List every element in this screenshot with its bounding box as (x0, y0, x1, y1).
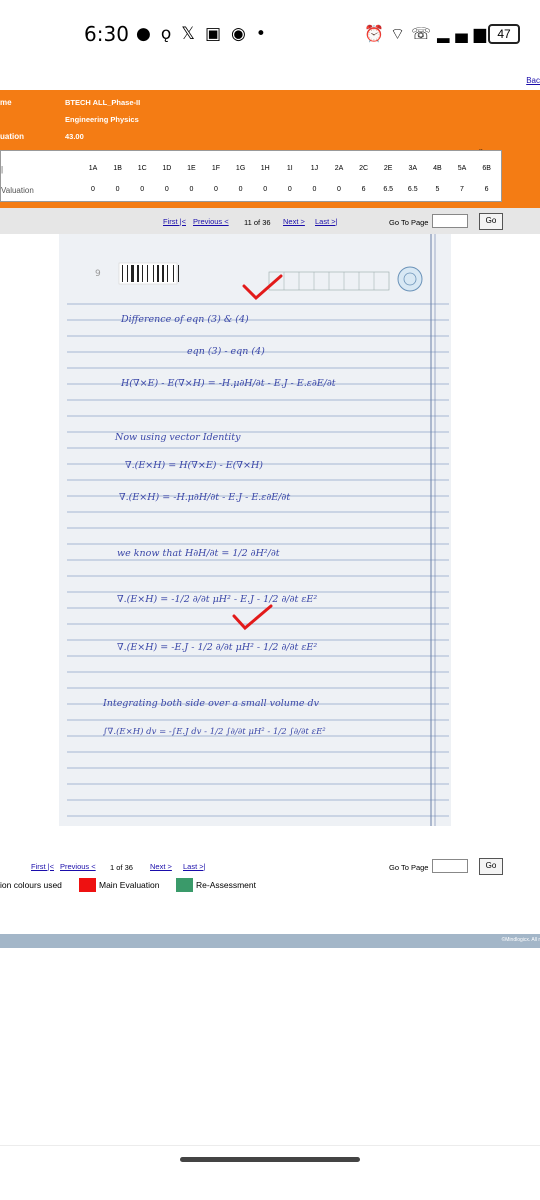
marks-value: 0 (91, 186, 95, 193)
page-indicator: 1 of 36 (110, 863, 133, 872)
go-button[interactable]: Go (479, 213, 503, 230)
status-bar (0, 0, 540, 50)
battery-indicator: 47 (488, 24, 520, 44)
program-name: BTECH ALL_Phase-II (65, 98, 141, 107)
marks-value: 6.5 (383, 186, 394, 193)
marks-column-header: 2C (359, 165, 369, 172)
marks-value: 0 (214, 186, 218, 193)
answer-line: ∇.(E×H) = H(∇×E) - E(∇×H) (125, 460, 263, 471)
color-legend (0, 876, 540, 894)
back-link[interactable]: Bac (526, 76, 540, 85)
re-assessment-label: Re-Assessment (196, 880, 256, 890)
info-label-name: me (0, 98, 12, 107)
marks-value: 0 (263, 186, 268, 193)
signal-app-icon: ǫ (160, 24, 182, 44)
marks-value: 7 (460, 186, 464, 193)
main-evaluation-label: Main Evaluation (99, 880, 160, 890)
marks-column-header: 1E (187, 165, 196, 172)
marks-value: 0 (287, 186, 292, 193)
main-evaluation-swatch (79, 878, 96, 892)
alarm-icon: ⏰ (364, 24, 391, 43)
marks-value: 0 (115, 186, 120, 193)
browser-icon: ◉ (231, 24, 256, 44)
marks-column-header: 2A (334, 165, 344, 172)
last-page-link[interactable]: Last >| (315, 217, 338, 226)
marks-value: 6 (484, 186, 489, 193)
answer-sheet-image (59, 234, 451, 826)
nav-divider (0, 1145, 540, 1146)
marks-column-header: 4B (433, 165, 442, 172)
answer-line: Now using vector Identity (115, 432, 241, 443)
marks-value: 0 (189, 186, 194, 193)
next-page-link[interactable]: Next > (283, 217, 305, 226)
marks-value: 5 (435, 186, 440, 193)
page-indicator: 11 of 36 (244, 218, 271, 227)
marks-column-header: 1D (162, 165, 172, 172)
marks-column-header: 2E (383, 165, 393, 172)
info-label-evaluation: uation (0, 132, 24, 141)
last-page-link[interactable]: Last >| (183, 862, 206, 871)
answer-sheet-svg (59, 234, 451, 826)
marks-value: 6 (361, 186, 366, 193)
subject-name: Engineering Physics (65, 115, 139, 124)
dot-icon: • (255, 24, 276, 44)
marks-value: 6.5 (407, 186, 418, 193)
system-icons (364, 24, 492, 44)
legend-label: ion colours used (0, 880, 62, 890)
call-icon: ☏ (411, 24, 438, 43)
re-assessment-swatch (176, 878, 193, 892)
footer-band (0, 934, 540, 948)
first-page-link[interactable]: First |< (31, 862, 54, 871)
x-icon: 𝕏 (181, 24, 205, 44)
answer-line: ∫∇.(E×H) dv = -∫E.J dv - 1/2 ∫∂/∂t μH² - 1/2 ∫∂/∂t εE² (103, 727, 326, 737)
gallery-icon: ▣ (204, 24, 232, 44)
goto-label: Go To Page (389, 863, 429, 872)
marks-column-header: 1I (286, 165, 293, 172)
copyright-text: ©Mindlogicx. All r (501, 937, 540, 943)
status-time: 6:30 (84, 22, 129, 46)
total-marks: 43.00 (65, 132, 84, 141)
marks-column-header: 3A (408, 165, 418, 172)
marks-value: 0 (337, 186, 341, 193)
marks-column-header: 5A (457, 165, 467, 172)
goto-label: Go To Page (389, 218, 429, 227)
answer-line: ∇.(E×H) = -1/2 ∂/∂t μH² - E.J - 1/2 ∂/∂t εE² (117, 594, 318, 605)
chat-bubble-icon: ● (136, 24, 161, 44)
pagination-top (0, 208, 540, 234)
previous-page-link[interactable]: Previous < (60, 862, 96, 871)
marks-column-header: 1J (310, 165, 319, 172)
marks-value: 0 (164, 186, 169, 193)
cellular-signal-icon: ▂▄▆ (437, 24, 492, 43)
previous-page-link[interactable]: Previous < (193, 217, 229, 226)
answer-line: Difference of eqn (3) & (4) (121, 314, 249, 325)
sheet-page-number: 9 (95, 269, 101, 279)
marks-column-header: 6B (482, 165, 491, 172)
marks-value: 0 (312, 186, 317, 193)
university-seal-icon (398, 267, 422, 291)
answer-line: H(∇×E) - E(∇×H) = -H.μ∂H/∂t - E.J - E.ε∂E/∂t (121, 378, 336, 389)
marks-column-header: 1C (137, 165, 147, 172)
wifi-icon: ⌔ (390, 24, 412, 43)
go-button[interactable]: Go (479, 858, 503, 875)
marks-column-header: 1B (113, 165, 122, 172)
marks-column-header: 1G (235, 165, 246, 172)
marks-column-header: 1H (260, 165, 270, 172)
marks-value: 0 (140, 186, 145, 193)
answer-line: ∇.(E×H) = -E.J - 1/2 ∂/∂t μH² - 1/2 ∂/∂t εE² (117, 642, 318, 653)
answer-line: Integrating both side over a small volume dv (103, 698, 320, 709)
marks-grid (0, 150, 502, 202)
valuation-label: Valuation (1, 186, 34, 195)
notification-icons (136, 24, 276, 44)
home-gesture-bar[interactable] (180, 1157, 360, 1162)
row-marker-icon: | (1, 165, 4, 174)
barcode-icon (119, 263, 179, 284)
first-page-link[interactable]: First |< (163, 217, 186, 226)
goto-page-input[interactable] (432, 859, 468, 873)
answer-line: we know that H∂H/∂t = 1/2 ∂H²/∂t (117, 548, 280, 559)
marks-column-header: 1A (88, 165, 98, 172)
goto-page-input[interactable] (432, 214, 468, 228)
answer-line: ∇.(E×H) = -H.μ∂H/∂t - E.J - E.ε∂E/∂t (119, 492, 291, 503)
marks-column-header: 1F (211, 165, 221, 172)
marks-value: 0 (238, 186, 243, 193)
answer-line: eqn (3) - eqn (4) (187, 346, 265, 357)
next-page-link[interactable]: Next > (150, 862, 172, 871)
